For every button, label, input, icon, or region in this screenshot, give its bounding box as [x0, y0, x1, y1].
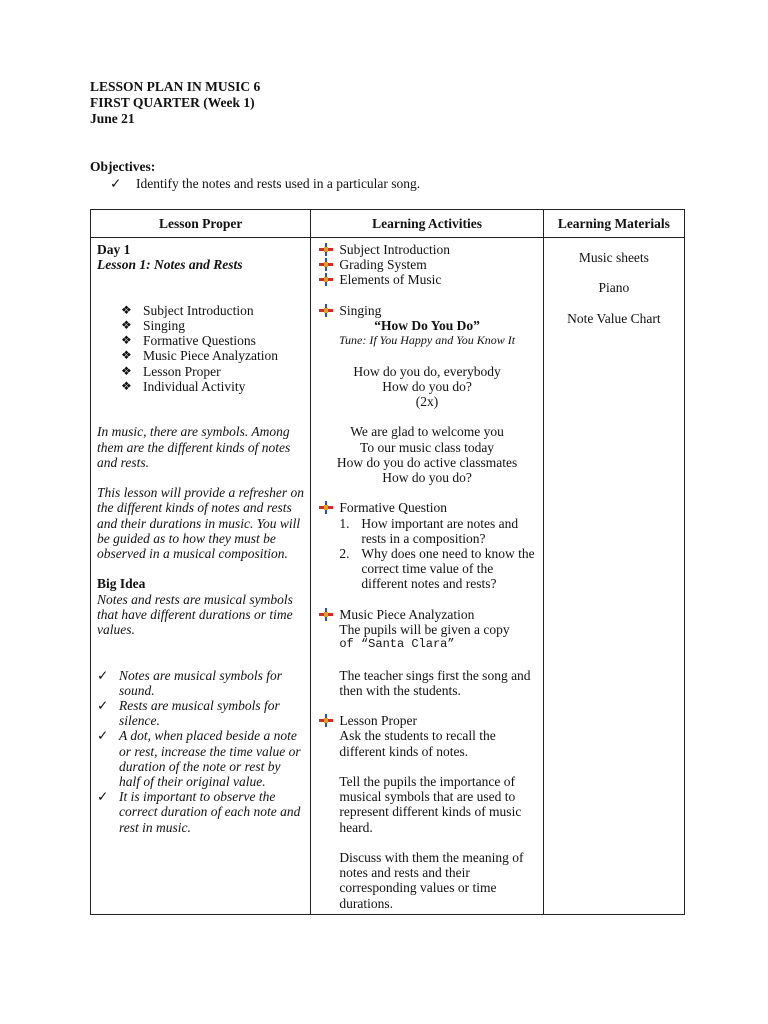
song-line: (2x)	[415, 394, 439, 409]
pushpin-icon	[319, 501, 333, 514]
check-icon: ✓	[97, 697, 109, 713]
analysis-song: of “Santa Clara”	[339, 637, 455, 652]
diamond-icon: ❖	[121, 317, 132, 332]
lesson-proper-text: Discuss with them the meaning of notes and rests and their corresponding values or time durations.	[339, 849, 524, 911]
lesson-plan-table	[90, 209, 685, 915]
list-item: ❖ Formative Questions	[121, 333, 256, 349]
check-icon: ✓	[97, 667, 109, 683]
pushpin-icon	[319, 608, 333, 621]
learning-materials-cell	[543, 238, 684, 915]
day-label: Day 1	[97, 242, 131, 257]
formative-questions	[317, 516, 536, 592]
list-item: ✓ A dot, when placed beside a note or rest, increase the time value or duration of the note or rest by half of their original value.	[97, 728, 301, 789]
song-tune: Tune: If You Happy and You Know It	[338, 333, 516, 348]
activity-item: Singing	[317, 303, 536, 318]
list-item: ❖ Music Piece Analyzation	[121, 348, 278, 364]
material-item: Music sheets	[578, 250, 649, 265]
list-item: ❖ Lesson Proper	[121, 363, 221, 379]
objectives-title: Objectives:	[90, 159, 156, 174]
header-quarter: FIRST QUARTER (Week 1)	[90, 95, 255, 110]
big-idea-title: Big Idea	[97, 576, 146, 592]
song-line: To our music class today	[360, 439, 495, 455]
list-item: 1. How important are notes and rests in a composition?	[339, 515, 519, 546]
diamond-icon: ❖	[121, 302, 132, 317]
key-points-list	[97, 668, 304, 835]
lesson-title: Lesson 1: Notes and Rests	[97, 257, 243, 273]
pushpin-icon	[319, 258, 333, 271]
analysis-text: The pupils will be given a copy	[339, 622, 510, 637]
lesson-outline-list	[97, 303, 304, 394]
objectives-section	[90, 159, 420, 192]
check-icon: ✓	[97, 728, 109, 744]
objective-item	[90, 176, 420, 192]
header-learning-activities: Learning Activities	[311, 210, 543, 238]
objective-text: Identify the notes and rests used in a particular song.	[136, 176, 421, 191]
lesson-proper-text: Tell the pupils the importance of musical symbols that are used to represent different kinds of music heard.	[339, 773, 522, 835]
check-icon: ✓	[97, 789, 109, 805]
activity-item: Music Piece Analyzation	[317, 607, 536, 622]
song-line: How do you do?	[382, 378, 472, 394]
pushpin-icon	[319, 273, 333, 286]
song-line: How do you do?	[382, 470, 472, 485]
lesson-proper-text: Ask the students to recall the different kinds of notes.	[339, 728, 496, 759]
pushpin-icon	[319, 304, 333, 317]
header-title: LESSON PLAN IN MUSIC 6	[90, 79, 261, 94]
diamond-icon: ❖	[121, 378, 132, 393]
activity-item: Grading System	[317, 257, 536, 272]
activity-item: Formative Question	[317, 500, 536, 515]
pushpin-icon	[319, 243, 333, 256]
header-learning-materials: Learning Materials	[543, 210, 684, 238]
diamond-icon: ❖	[121, 363, 132, 378]
list-item: ✓ Rests are musical symbols for silence.	[97, 697, 280, 729]
diamond-icon: ❖	[121, 333, 132, 348]
song-line: How do you do, everybody	[353, 363, 501, 379]
pushpin-icon	[319, 714, 333, 727]
list-item: ❖ Subject Introduction	[121, 302, 254, 318]
refresher-paragraph: This lesson will provide a refresher on the different kinds of notes and rests and their durations in music. You will be guided as to how they must be observed in a musical composition.	[97, 485, 304, 561]
list-item: ❖ Singing	[121, 317, 186, 333]
analysis-instruction: The teacher sings first the song and then with the students.	[339, 667, 531, 698]
material-item: Piano	[598, 280, 630, 296]
activity-item: Elements of Music	[317, 272, 536, 287]
diamond-icon: ❖	[121, 348, 132, 363]
document-header	[90, 79, 260, 127]
list-item: ✓ Notes are musical symbols for sound.	[97, 667, 282, 698]
lesson-proper-cell	[91, 238, 311, 915]
learning-activities-cell	[311, 238, 543, 915]
material-item: Note Value Chart	[567, 310, 661, 326]
list-item: ✓ It is important to observe the correct duration of each note and rest in music.	[97, 789, 301, 835]
header-lesson-proper: Lesson Proper	[91, 210, 311, 238]
song-line: We are glad to welcome you	[350, 424, 504, 440]
song-title: “How Do You Do”	[374, 318, 480, 333]
list-item: 2. Why does one need to know the correct time value of the different notes and rests?	[339, 546, 535, 592]
intro-paragraph: In music, there are symbols. Among them are the different kinds of notes and rests.	[97, 424, 291, 470]
check-icon: ✓	[110, 176, 122, 191]
activity-item: Subject Introduction	[317, 242, 536, 257]
header-date: June 21	[90, 111, 135, 126]
activity-item: Lesson Proper	[317, 713, 536, 728]
big-idea-text: Notes and rests are musical symbols that have different durations or time values.	[97, 591, 293, 637]
list-item: ❖ Individual Activity	[121, 378, 246, 394]
song-line: How do you do active classmates	[336, 454, 518, 470]
